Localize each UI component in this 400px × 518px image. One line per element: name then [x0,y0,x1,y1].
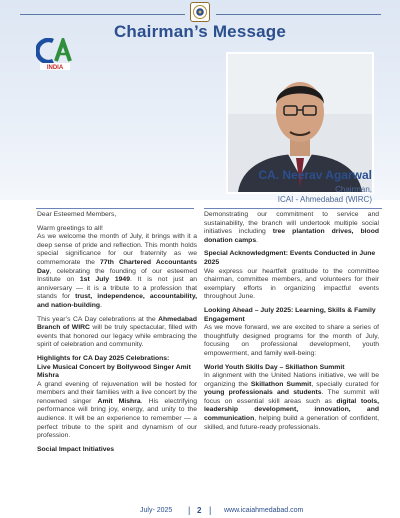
left-column [37,211,197,454]
chairman-org: ICAI - Ahmedabad (WIRC) [277,195,372,204]
top-rule-left [20,14,185,15]
footer-separator-left: | [188,505,191,515]
icai-emblem-icon [190,2,210,22]
footer-separator-right: | [209,505,212,515]
heading-acknowledgment: Special Acknowledgment: Events Conducted in June 2025 [204,250,376,266]
left-column-rule [36,208,194,209]
paragraph-social-initiatives: Demonstrating our commitment to service and sustainability, the branch will undertook multiple social initiatives including tree plantation drives, blood donation camps. [204,211,380,244]
right-column [204,211,379,437]
top-rule-right [216,14,381,15]
page-title: Chairman’s Message [113,22,287,41]
footer-month: July- 2025 [140,507,173,514]
paragraph-looking-ahead: As we move forward, we are excited to share a series of thoughtfully designed programs for the month of July, focusing on professional development, youth empowerment, and family well-being: [204,324,379,357]
salutation: Dear Esteemed Members, [37,211,117,218]
paragraph-skillathon: In alignment with the United Nations initiative, we will be organizing the Skillathon Summit, specially curated for young professionals and students. The summit will focus on essential skill areas such as digital tools, leadership development, innovation, and communication, helping build a generation of confident, skilled, and future-ready professionals. [204,372,380,431]
chairman-name: CA. Neerav Agarwal [258,168,372,182]
heading-looking-ahead: Looking Ahead – July 2025: Learning, Skills & Family Engagement [204,306,376,323]
paragraph-celebrations: This year’s CA Day celebrations at the Ahmedabad Branch of WIRC will be truly spectacular, filled with events that honored our legacy while embracing the spirit of celebration and community. [37,315,197,349]
right-column-rule [204,208,382,209]
ca-india-logo [36,38,74,70]
page-footer [0,505,400,518]
greeting: Warm greetings to all! [37,224,103,232]
heading-skillathon: World Youth Skills Day – Skillathon Summit [204,363,345,371]
footer-website-link[interactable]: www.icaiahmedabad.com [224,507,304,514]
page-number: 2 [197,506,202,515]
paragraph-concert: A grand evening of rejuvenation will be hosted for members and their families with a live concert by the renowned singer Amit Mishra. His electrifying performance will bring joy, energy, and unity to the audience. It will be an experience to remember — a perfect tribute to the spirit and dynamism of our profession. [37,380,197,440]
heading-social-impact: Social Impact Initiatives [37,445,115,453]
paragraph-ca-day: As we welcome the month of July, it brings with it a deep sense of pride and reflection. This month holds special significance for our fraternity as we commemorate the 77th Chartered Accountants Day, celebrating the founding of our esteemed Institute on 1st July 1949. It is not just an anniversary — it is a tribute to a profession that stands for trust, independence, accountability, and nation-building. [37,233,198,309]
chairman-role: Chairman, [335,185,372,194]
chairman-designation [278,185,372,205]
heading-concert: Live Musical Concert by Bollywood Singer Amit Mishra [37,363,191,380]
paragraph-acknowledgment: We express our heartfelt gratitude to the committee chairman, committee members, and volunteers for their exemplary efforts in organizing impactful events throughout June. [204,267,379,301]
logo-text: INDIA [46,65,64,70]
heading-highlights: Highlights for CA Day 2025 Celebrations: [37,354,170,362]
